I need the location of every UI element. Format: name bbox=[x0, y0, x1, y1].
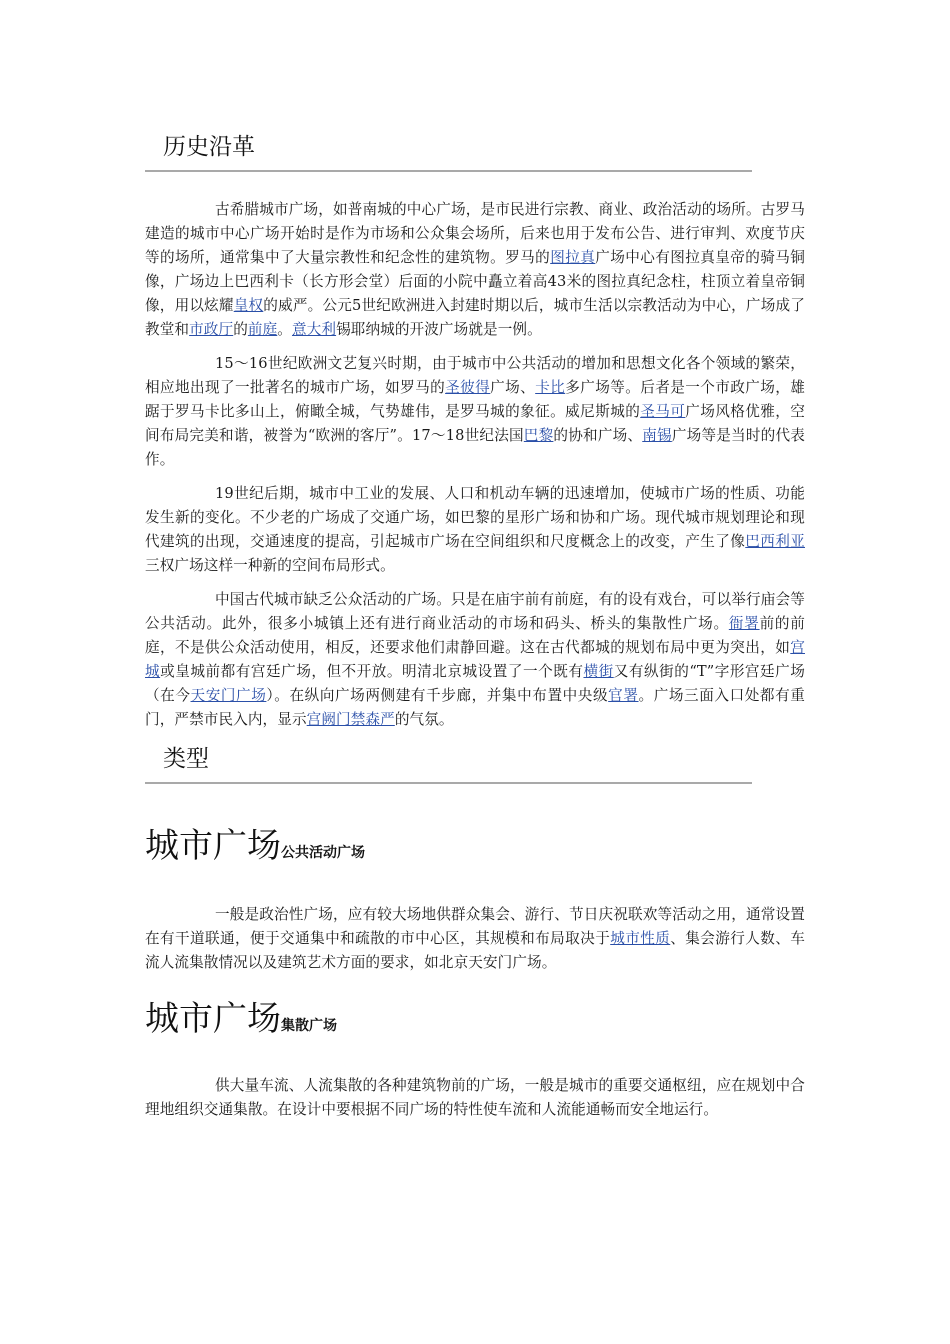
history-paragraph-3 bbox=[145, 482, 805, 578]
text-run: 。 bbox=[277, 321, 292, 338]
link-forecourt[interactable]: 前庭 bbox=[247, 321, 278, 338]
text-run: 15～16世纪欧洲文艺复兴时期，由于城市中公共活动的增加和思想文化各个领域的繁荣，相应地出现了一批著名的城市广场，如罗马的 bbox=[145, 355, 805, 396]
link-nancy[interactable]: 南锡 bbox=[642, 427, 672, 444]
text-run: 锡耶纳城的开波广场就是一例。 bbox=[336, 321, 542, 338]
link-cross-street[interactable]: 横街 bbox=[583, 663, 614, 680]
link-city-nature[interactable]: 城市性质 bbox=[610, 930, 671, 947]
history-rule bbox=[145, 170, 752, 172]
text-run: 古希腊城市广场，如普南城的中心广场，是市民进行宗教、商业、政治活动的场所。古罗马建造的城市中心广场开始时是作为市场和公众集会场所，后来也用于发布公告、进行审判、欢度节庆等的场所，通常集中了大量宗教性和纪念性的建筑物。罗马的 bbox=[145, 201, 805, 266]
link-palace-city[interactable]: 宫城 bbox=[145, 639, 805, 680]
link-paris[interactable]: 巴黎 bbox=[523, 427, 554, 444]
link-government-office[interactable]: 官署 bbox=[608, 687, 639, 704]
link-brasilia[interactable]: 巴西利亚 bbox=[745, 533, 805, 550]
text-run: 中国古代城市缺乏公众活动的广场。只是在庙宇前有前庭，有的设有戏台，可以举行庙会等公共活动。此外，很多小城镇上还有进行商业活动的市场和码头、桥头的集散性广场。 bbox=[145, 591, 805, 632]
public-square-paragraph bbox=[145, 903, 805, 975]
text-run: 或皇城前都有宫廷广场，但不开放。明清北京城设置了一个既有 bbox=[160, 663, 584, 680]
text-run: 多广场等。后者是一个市政广场，雄踞于罗马卡比多山上，俯瞰全城，气势雄伟，是罗马城的象征。威尼斯城的 bbox=[145, 379, 805, 420]
public-square-title bbox=[145, 824, 805, 875]
title-sub: 公共活动广场 bbox=[281, 845, 365, 861]
text-run: 广场等是当时的代表作。 bbox=[145, 427, 805, 468]
text-run: 的威严。公元5世纪欧洲进入封建时期以后，城市生活以宗教活动为中心，广场成了教堂和 bbox=[145, 297, 805, 338]
text-run: 广场、 bbox=[490, 379, 536, 396]
text-run: 又有纵街的“T”字形宫廷广场（在今 bbox=[145, 663, 805, 704]
text-run: 一般是政治性广场，应有较大场地供群众集会、游行、节日庆祝联欢等活动之用，通常设置在有干道联通，便于交通集中和疏散的市中心区，其规模和布局取决于 bbox=[145, 906, 805, 947]
distribution-square-title bbox=[145, 997, 805, 1048]
link-palace-security[interactable]: 宫阙门禁森严 bbox=[306, 711, 395, 728]
text-run: 供大量车流、人流集散的各种建筑物前的广场，一般是城市的重要交通枢纽，应在规划中合理地组织交通集散。在设计中要根据不同广场的特性使车流和人流能通畅而安全地运行。 bbox=[145, 1077, 805, 1118]
history-heading: 历史沿革 bbox=[163, 134, 255, 160]
distribution-square-paragraph bbox=[145, 1074, 805, 1122]
types-rule bbox=[145, 782, 752, 784]
text-run: 三权广场这样一种新的空间布局形式。 bbox=[145, 557, 395, 574]
document-page bbox=[145, 130, 805, 1122]
text-run: 广场中心有图拉真皇帝的骑马铜像，广场边上巴西利卡（长方形会堂）后面的小院中矗立着高43米的图拉真纪念柱，柱顶立着皇帝铜像，用以炫耀 bbox=[145, 249, 805, 314]
history-paragraph-4 bbox=[145, 588, 805, 732]
link-trajan[interactable]: 图拉真 bbox=[550, 249, 596, 266]
text-run: ）。在纵向广场两侧建有千步廊，并集中布置中央级 bbox=[266, 687, 609, 704]
history-paragraph-1 bbox=[145, 198, 805, 342]
link-capito[interactable]: 卡比 bbox=[535, 379, 566, 396]
history-paragraph-2 bbox=[145, 352, 805, 472]
text-run: 的气氛。 bbox=[394, 711, 454, 728]
link-st-peter[interactable]: 圣彼得 bbox=[445, 379, 491, 396]
text-run: 的协和广场、 bbox=[553, 427, 643, 444]
title-main: 城市广场 bbox=[145, 999, 281, 1039]
text-run: 19世纪后期，城市中工业的发展、人口和机动车辆的迅速增加，使城市广场的性质、功能发生新的变化。不少老的广场成了交通广场，如巴黎的星形广场和协和广场。现代城市规划理论和现代建筑的出现，交通速度的提高，引起城市广场在空间组织和尺度概念上的改变，产生了像 bbox=[145, 485, 805, 550]
types-heading: 类型 bbox=[163, 746, 209, 772]
text-run: 、集会游行人数、车流人流集散情况以及建筑艺术方面的要求，如北京天安门广场。 bbox=[145, 930, 805, 971]
link-yamen[interactable]: 衙署 bbox=[728, 615, 760, 632]
link-imperial-power[interactable]: 皇权 bbox=[233, 297, 264, 314]
text-run: 。广场三面入口处都有重门，严禁市民入内，显示 bbox=[145, 687, 805, 728]
link-tiananmen-square[interactable]: 天安门广场 bbox=[190, 687, 267, 704]
link-st-mark[interactable]: 圣马可 bbox=[640, 403, 686, 420]
link-city-hall[interactable]: 市政厅 bbox=[189, 321, 234, 338]
title-sub: 集散广场 bbox=[281, 1018, 337, 1034]
title-main: 城市广场 bbox=[145, 826, 281, 866]
text-run: 广场风格优雅，空间布局完美和谐，被誉为“欧洲的客厅”。17～18世纪法国 bbox=[145, 403, 805, 444]
text-run: 的 bbox=[233, 321, 248, 338]
text-run: 前的前庭，不是供公众活动使用，相反，还要求他们肃静回避。这在古代都城的规划布局中更为突出，如 bbox=[145, 615, 805, 656]
link-italy[interactable]: 意大利 bbox=[291, 321, 337, 338]
